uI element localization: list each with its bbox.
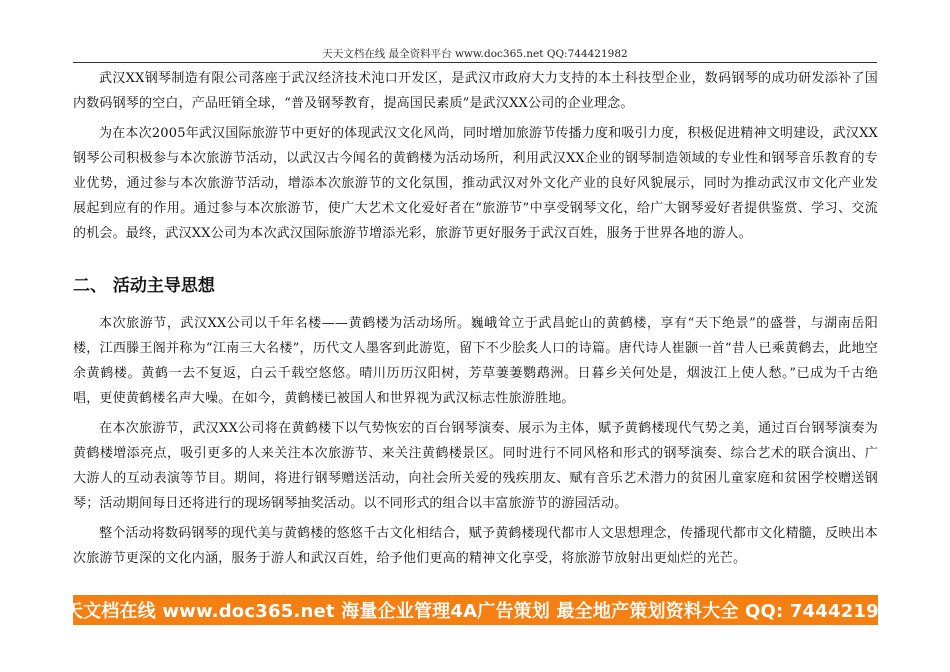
banner-text: 天天文档在线 www.doc365.net 海量企业管理4A广告策划 最全地产策划资料大全 QQ: 744421982 <box>46 601 905 622</box>
section-paragraph-2: 在本次旅游节，武汉XX公司将在黄鹤楼下以气势恢宏的百台钢琴演奏、展示为主体，赋予黄鹤楼现代气势之美，通过百台钢琴演奏为黄鹤楼增添亮点，吸引更多的人来关注本次旅游节、来关注黄鹤楼景区。同时进行不同风格和形式的钢琴演奏、综合艺术的联合演出、广大游人的互动表演等节目。期间，将进行钢琴赠送活动，向社会所关爱的残疾朋友、赋有音乐艺术潜力的贫困儿童家庭和贫困学校赠送钢琴；活动期间每日还将进行的现场钢琴抽奖活动。以不同形式的组合以丰富旅游节的游园活动。 <box>73 421 878 511</box>
section-paragraph-3: 整个活动将数码钢琴的现代美与黄鹤楼的悠悠千古文化相结合，赋予黄鹤楼现代都市人文思想理念，传播现代都市文化精髓，反映出本次旅游节更深的文化内涵，服务于游人和武汉百姓，给予他们更高的精神文化享受，将旅游节放射出更灿烂的光芒。 <box>73 526 878 566</box>
document-body <box>73 66 878 571</box>
page-header <box>0 47 950 61</box>
intro-paragraph-2: 为在本次2005年武汉国际旅游节中更好的体现武汉文化风尚，同时增加旅游节传播力度和吸引力度，积极促进精神文明建设，武汉XX钢琴公司积极参与本次旅游节活动，以武汉古今闻名的黄鹤楼为活动场所，利用武汉XX企业的钢琴制造领域的专业性和钢琴音乐教育的专业优势，通过参与本次旅游节活动，增添本次旅游节的文化氛围，推动武汉对外文化产业的良好风貌展示，同时为推动武汉市文化产业发展起到应有的作用。通过参与本次旅游节，使广大艺术文化爱好者在“旅游节”中享受钢琴文化，给广大钢琴爱好者提供鉴赏、学习、交流的机会。最终，武汉XX公司为本次武汉国际旅游节增添光彩，旅游节更好服务于武汉百姓，服务于世界各地的游人。 <box>73 126 878 241</box>
footer-banner[interactable] <box>46 595 905 625</box>
section-paragraph-1: 本次旅游节，武汉XX公司以千年名楼——黄鹤楼为活动场所。巍峨耸立于武昌蛇山的黄鹤楼，享有“天下绝景”的盛誉，与湖南岳阳楼，江西滕王阁并称为“江南三大名楼”，历代文人墨客到此游览，留下不少脍炙人口的诗篇。唐代诗人崔颢一首“昔人已乘黄鹤去，此地空余黄鹤楼。黄鹤一去不复返，白云千载空悠悠。晴川历历汉阳树，芳草萋萋鹦鹉洲。日暮乡关何处是，烟波江上使人愁。”已成为千古绝唱，更使黄鹤楼名声大噪。在如今，黄鹤楼已被国人和世界视为武汉标志性旅游胜地。 <box>73 316 878 406</box>
header-divider <box>73 62 877 63</box>
header-text: 天天文档在线 最全资料平台 www.doc365.net QQ:744421982 <box>322 48 628 60</box>
section-title: 二、 活动主导思想 <box>73 276 215 296</box>
intro-paragraph-1: 武汉XX钢琴制造有限公司落座于武汉经济技术沌口开发区，是武汉市政府大力支持的本土科技型企业，数码钢琴的成功研发添补了国内数码钢琴的空白，产品旺销全球，“普及钢琴教育，提高国民素质”是武汉XX公司的企业理念。 <box>73 71 878 111</box>
